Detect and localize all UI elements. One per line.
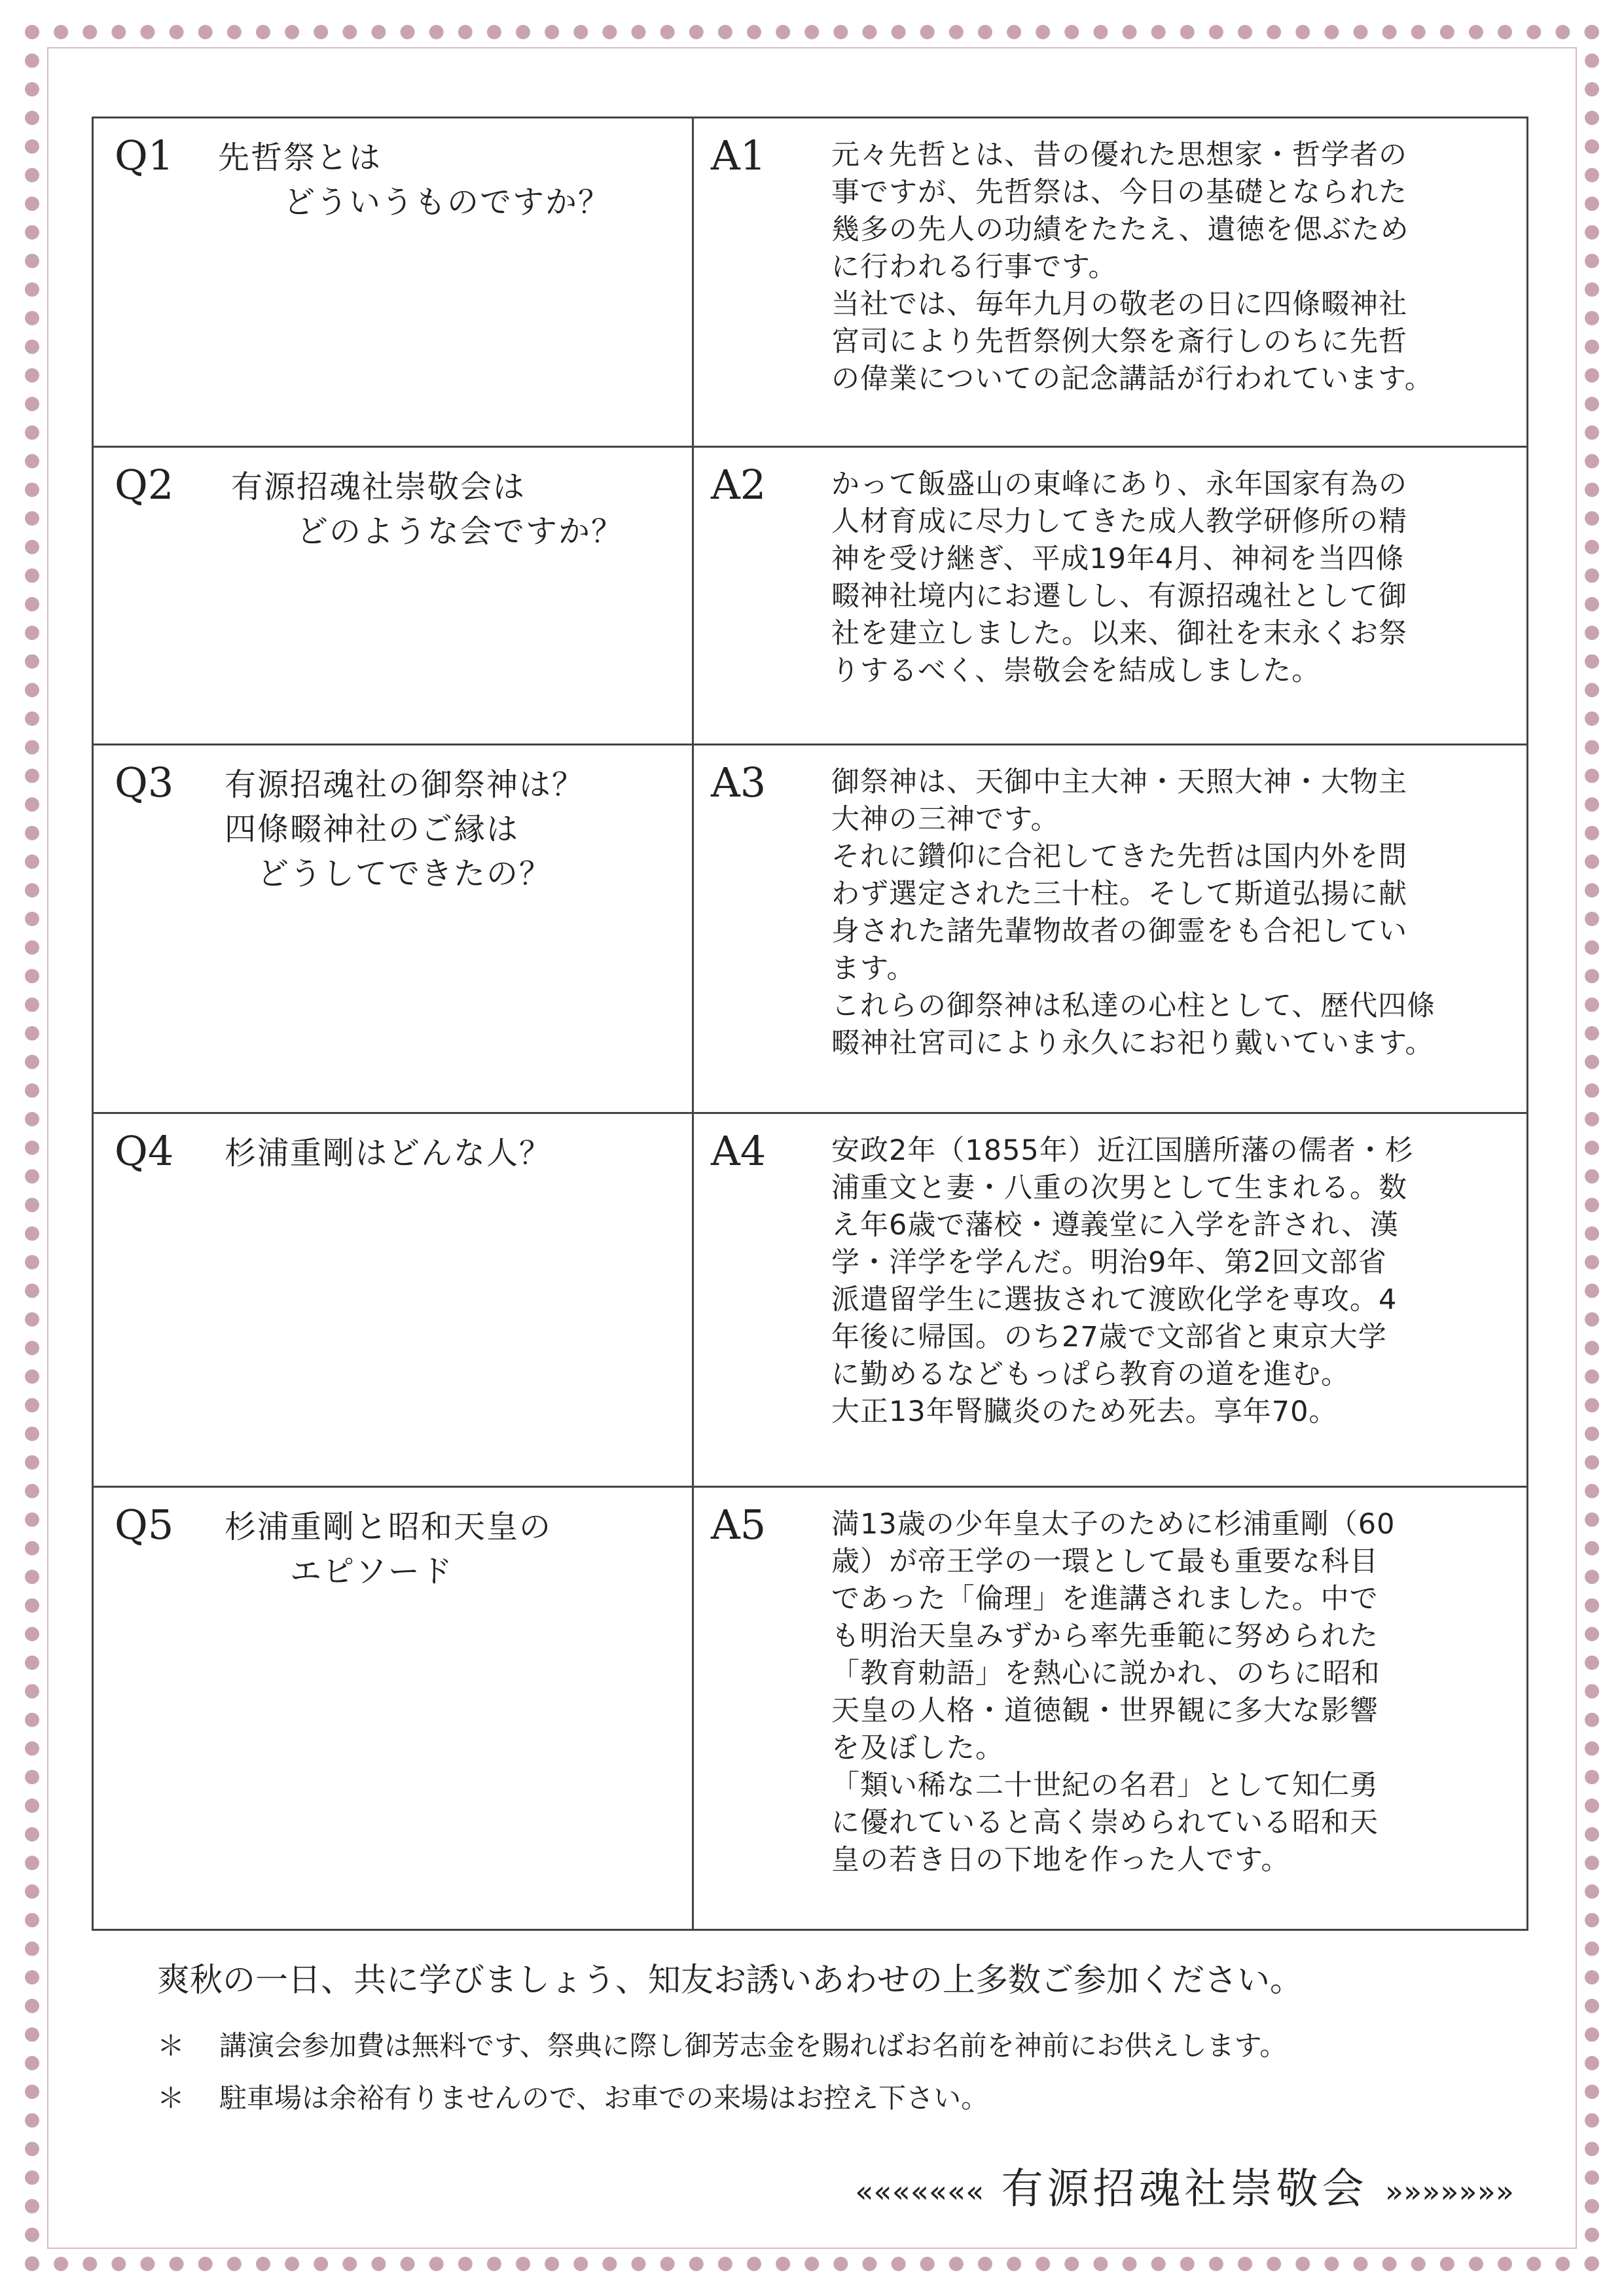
qa-row-5 xyxy=(93,1487,1528,1930)
answer-cell xyxy=(693,745,1528,1113)
qa-table xyxy=(92,117,1528,1931)
answer-text: 満13歳の少年皇太子のために杉浦重剛（60 歳）が帝王学の一環として最も重要な科目 であった「倫理」を進講されました。中で も明治天皇みずから率先垂範に努められた 「教育勅語」を熱心に説かれ、のちに昭和 天皇の人格・道徳観・世界観に多大な影響 を及ぼした。 「類い稀な二十世紀の名君」として知仁勇 に優れていると高く崇められている昭和天 皇の若き日の下地を作った人です。 xyxy=(831,1508,1396,1876)
answer-text: かって飯盛山の東峰にあり、永年国家有為の 人材育成に尽力してきた成人教学研修所の精 神を受け継ぎ、平成19年4月、神祠を当四條 畷神社境内にお遷しし、有源招魂社として御 社を建立しました。以来、御社を末永くお祭 りするべく、崇敬会を結成しました。 xyxy=(831,468,1407,687)
left-ornament: ««««««« xyxy=(855,2174,984,2210)
question-cell xyxy=(93,1487,693,1930)
asterisk-mark: ＊ xyxy=(157,2082,185,2114)
answer-cell xyxy=(693,447,1528,745)
question-text: 先哲祭とは どういうものですか？ xyxy=(218,139,611,221)
organization-signature xyxy=(855,2160,1514,2221)
note-text: 駐車場は余裕有りませんので、お車での来場はお控え下さい。 xyxy=(219,2082,989,2114)
question-label: Q1 xyxy=(115,132,174,179)
question-label: Q2 xyxy=(115,461,174,509)
question-text: 有源招魂社の御祭神は？ 四條畷神社のご縁は どうしてできたの？ xyxy=(225,766,585,892)
asterisk-mark: ＊ xyxy=(157,2030,185,2062)
question-label: Q4 xyxy=(115,1127,174,1175)
answer-cell xyxy=(693,1487,1528,1930)
answer-label: A2 xyxy=(711,461,767,509)
question-cell xyxy=(93,447,693,745)
question-cell xyxy=(93,118,693,447)
answer-text: 元々先哲とは、昔の優れた思想家・哲学者の 事ですが、先哲祭は、今日の基礎となられた 幾多の先人の功績をたたえ、遺徳を偲ぶため に行われる行事です。 当社では、毎年九月の敬老の日に四條畷神社 宮司により先哲祭例大祭を斎行しのちに先哲 の偉業についての記念講話が行われています。 xyxy=(831,139,1434,395)
note-text: 講演会参加費は無料です、祭典に際し御芳志金を賜ればお名前を神前にお供えします。 xyxy=(219,2030,1288,2062)
organization-name: 有源招魂社崇敬会 xyxy=(1001,2165,1368,2214)
qa-row-3 xyxy=(93,745,1528,1113)
answer-cell xyxy=(693,118,1528,447)
question-text: 有源招魂社崇敬会は どのような会ですか？ xyxy=(231,469,624,550)
answer-label: A4 xyxy=(711,1127,767,1175)
question-label: Q5 xyxy=(115,1501,174,1549)
question-text: 杉浦重剛はどんな人？ xyxy=(225,1135,552,1172)
question-text: 杉浦重剛と昭和天皇の エピソード xyxy=(225,1509,552,1590)
invitation-text: 爽秋の一日、共に学びましょう、知友お誘いあわせの上多数ご参加ください。 xyxy=(157,1961,1303,1999)
question-cell xyxy=(93,745,693,1113)
qa-row-1 xyxy=(93,118,1528,447)
answer-label: A1 xyxy=(711,132,767,179)
right-ornament: »»»»»»» xyxy=(1384,2174,1514,2210)
answer-label: A5 xyxy=(711,1501,767,1549)
qa-row-2 xyxy=(93,447,1528,745)
answer-label: A3 xyxy=(711,759,767,806)
note-item xyxy=(157,2028,1499,2064)
qa-row-4 xyxy=(93,1113,1528,1487)
note-item xyxy=(157,2080,1499,2117)
answer-cell xyxy=(693,1113,1528,1487)
question-label: Q3 xyxy=(115,759,174,806)
question-cell xyxy=(93,1113,693,1487)
answer-text: 御祭神は、天御中主大神・天照大神・大物主 大神の三神です。 それに鑽仰に合祀してきた先哲は国内外を問 わず選定された三十柱。そして斯道弘揚に献 身された諸先輩物故者の御霊をも合祀してい ます。 これらの御祭神は私達の心柱として、歴代四條 畷神社宮司により永久にお祀り戴いています。 xyxy=(831,766,1436,1060)
answer-text: 安政2年（1855年）近江国膳所藩の儒者・杉 浦重文と妻・八重の次男として生まれる。数 え年6歳で藩校・遵義堂に入学を許され、漢 学・洋学を学んだ。明治9年、第2回文部省 派遣留学生に選抜されて渡欧化学を専攻。4 年後に帰国。のち27歳で文部省と東京大学 に勤めるなどもっぱら教育の道を進む。 大正13年腎臓炎のため死去。享年70。 xyxy=(831,1134,1414,1428)
